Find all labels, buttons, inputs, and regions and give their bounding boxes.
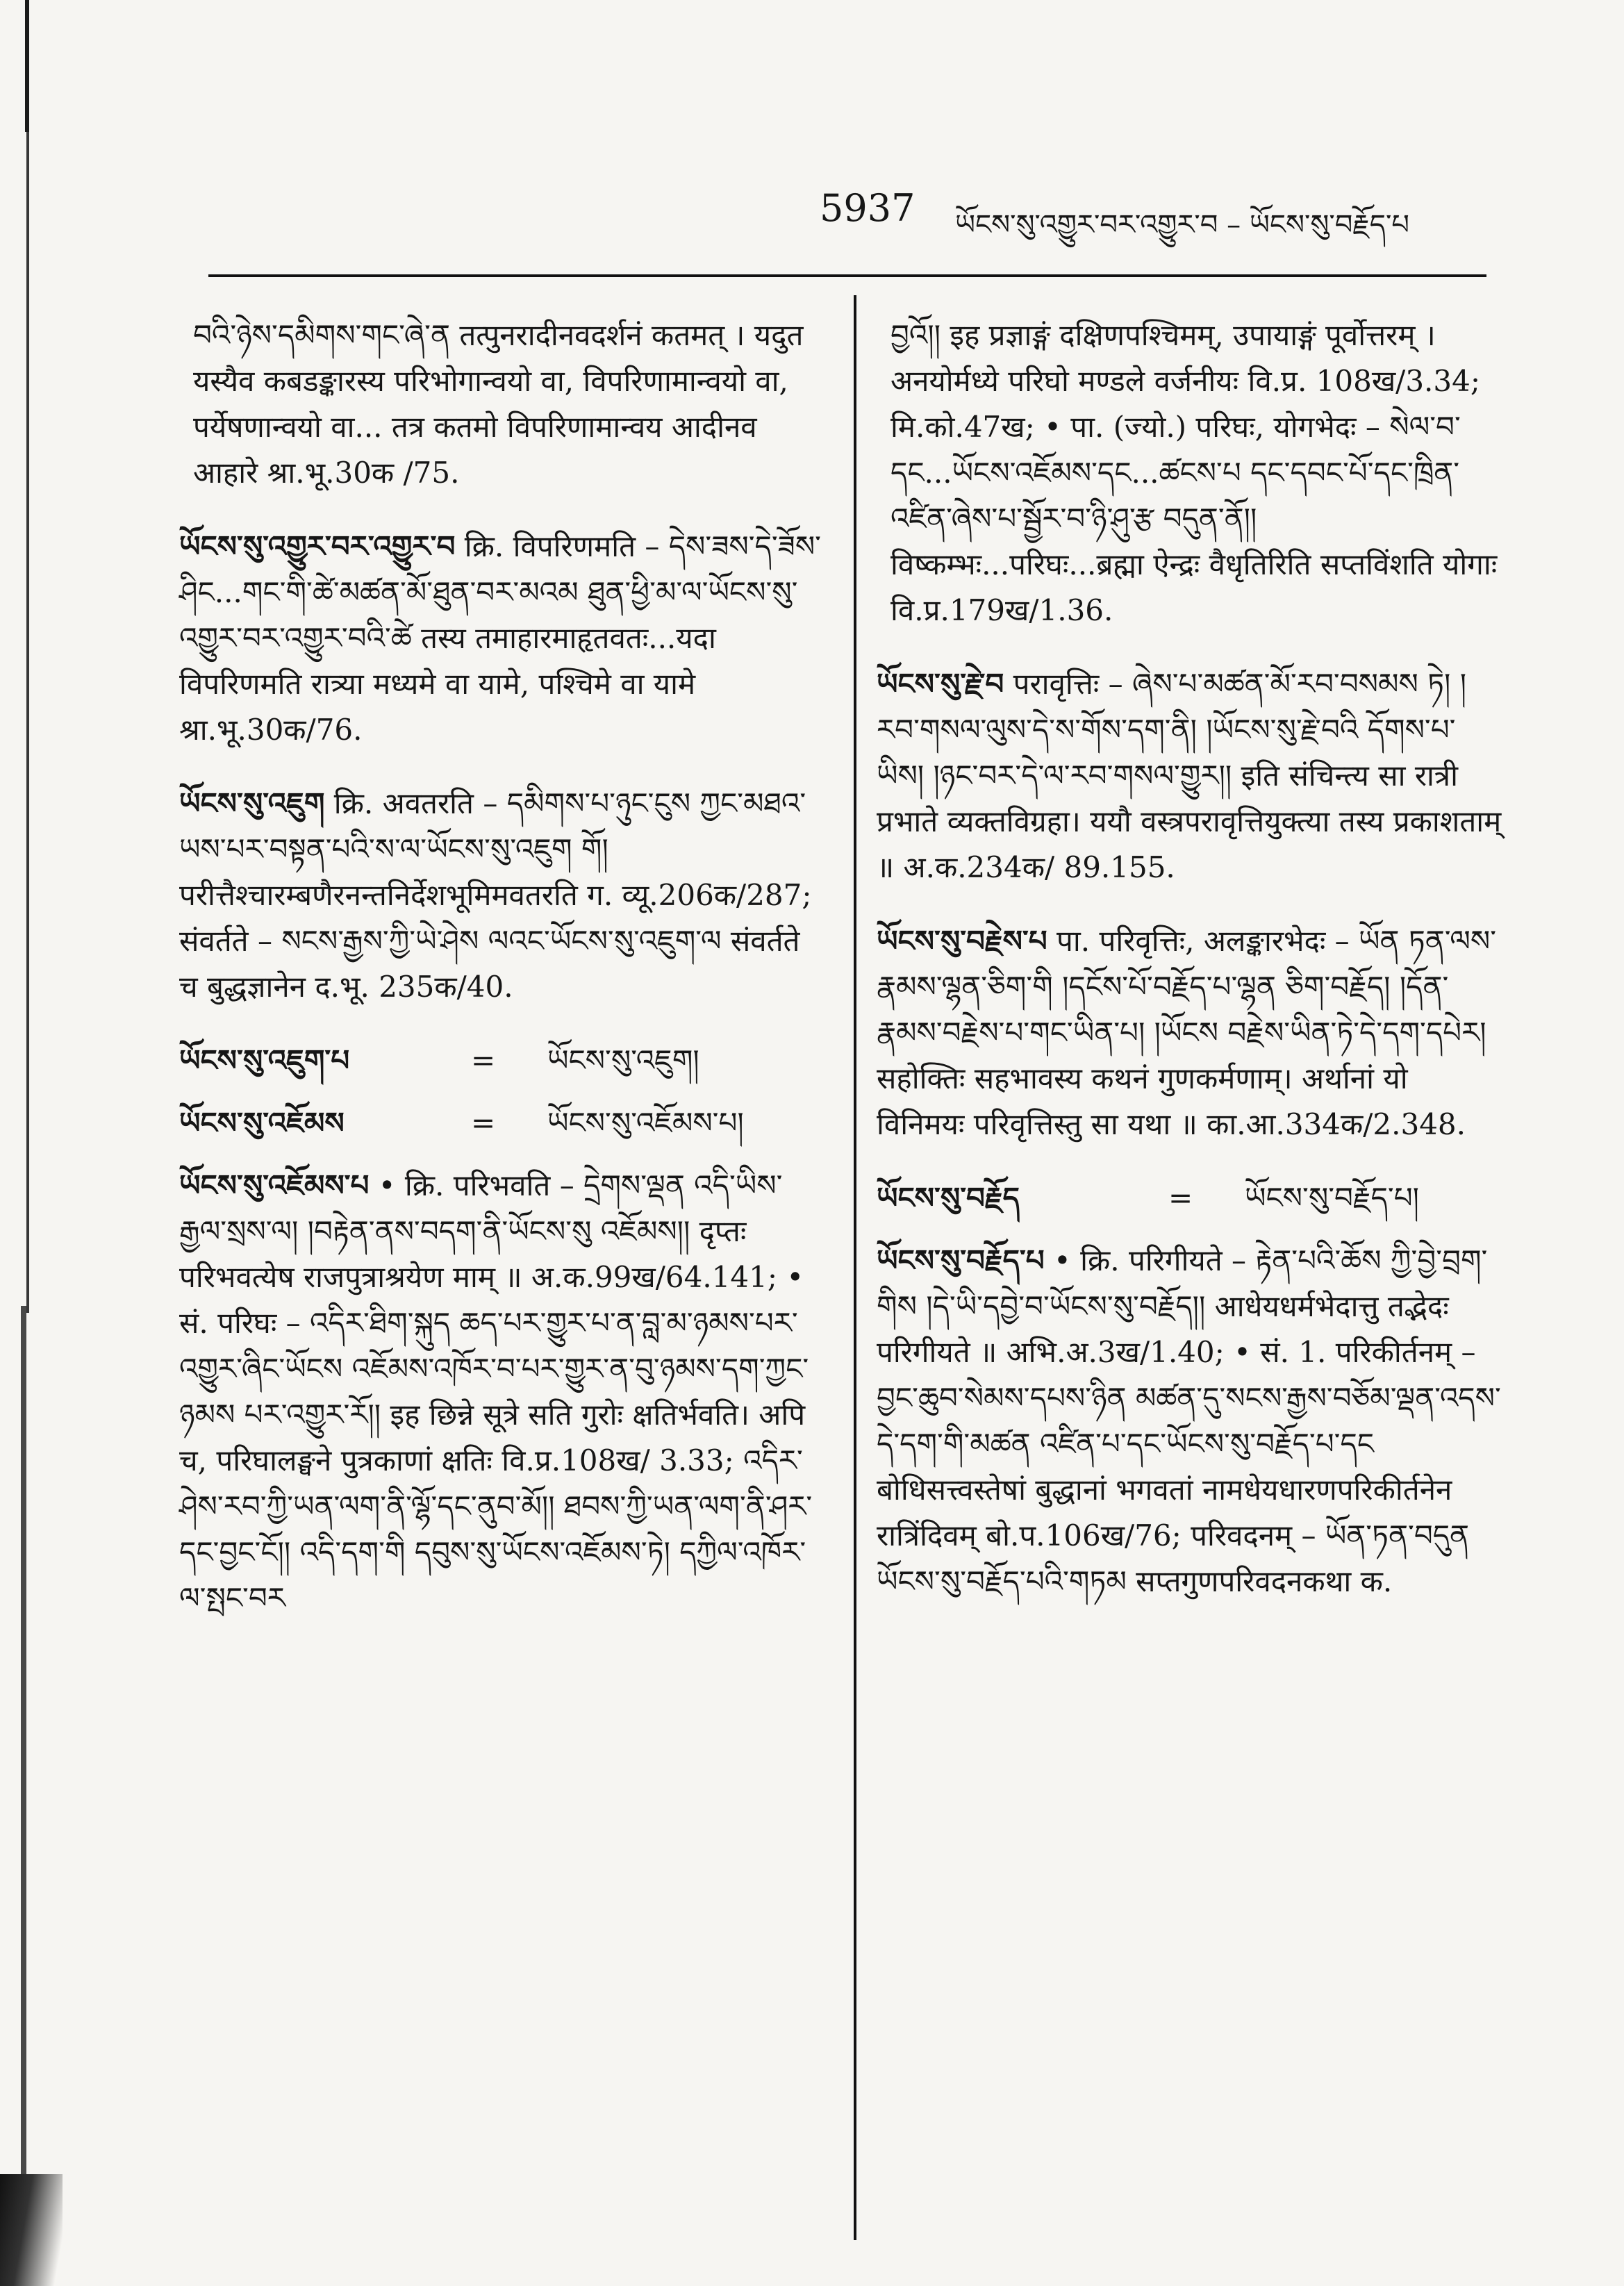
headword: ཡོངས་སུ་བརྗོད་པ [877,1243,1045,1277]
entry-body: पा. परिवृत्तिः, अलङ्कारभेदः – ཡོན ཏན་ལས་རྣམས་ལྷན་ཅིག་གི །དངོས་པོ་བརྗོད་པ་ལྷན ཅིག་བརྗོད། །དོན་རྣམས་བརྗེས་པ་གང་ཡིན་པ། །ཡོངས བརྗེས་ཡིན་ཏེ་དེ་དག་དཔེར། सहोक्तिः सहभावस्य कथनं गुणकर्मणाम्। अर्थानां यो विनिमयः परिवृत्तिस्तु सा यथा ॥ का.आ.334क/2.348. [877,924,1497,1141]
entry-body: • क्रि. परिभवति – དྲེགས་ལྡན འདི་ཡིས་རྒྱལ་སྲས་ལ། །བརྟེན་ནས་བདག་ནི་ཡོངས་སུ འཇོམས།། दृप्तः परिभवत्येष राजपुत्राश्रयेण माम् ॥ अ.क.99ख/64.141; • सं. परिघः – འདིར་ཐིག་སྐུད ཆད་པར་གྱུར་པ་ན་བླ་མ་ཉམས་པར་འགྱུར་ཞིང་ཡོངས འཇོམས་འཁོར་བ་པར་གྱུར་ན་བུ་ཉམས་དག་ཀྱང་ཉམས པར་འགྱུར་རོ།། इह छिन्ने सूत्रे सति गुरोः क्षतिर्भवति। अपि च, परिघालङ्घने पुत्रकाणां क्षतिः वि.प्र.108ख/ 3.33; འདིར་ཤེས་རབ་ཀྱི་ཡན་ལག་ནི་ལྷོ་དང་ནུབ་མོ།། ཐབས་ཀྱི་ཡན་ལག་ནི་ཤར་དང་བྱང་ངོ།། འདི་དག་གི དབུས་སུ་ཡོངས་འཇོམས་ཏེ། དཀྱིལ་འཁོར་ལ་སྤང་བར [179,1168,813,1615]
cross-reference [179,1038,825,1084]
entry-body: परावृत्तिः – ཞེས་པ་མཚན་མོ་རབ་བསམས ཏེ། །རབ་གསལ་ལུས་དེ་ས་གོས་དག་ནི། །ཡོངས་སུ་རྗེ་བའི དོགས་པ་ཡིས། །ཉང་བར་དེ་ལ་རབ་གསལ་གྱུར།། इति संचिन्त्य सा रात्री प्रभाते व्यक्तविग्रहा। ययौ वस्त्रपरावृत्तियुक्त्या तस्य प्रकाशताम् ॥ अ.क.234क/ 89.155. [877,667,1502,884]
headword: ཡོངས་སུ་འཇོམས [179,1106,345,1140]
page-number: 5937 [820,186,915,230]
entry-text [877,661,1502,891]
reference-target: ཡོངས་སུ་བརྗོད་པ། [1245,1181,1419,1215]
column-divider [854,295,856,2240]
entry-text [179,524,825,753]
entry-text [179,781,825,1010]
equals-sign: = [471,1043,496,1077]
binding-edge-mark [21,1306,26,2209]
right-column [877,313,1502,1632]
headword: ཡོངས་སུ་འཇུག་པ [179,1043,350,1077]
binding-edge-mark [25,0,29,132]
header-rule [208,274,1486,277]
headword: ཡོངས་སུ་འགྱུར་བར་འགྱུར་བ [179,529,456,563]
entry-body: • क्रि. परिगीयते – རྟེན་པའི་ཆོས ཀྱི་བྱེ་བྲག་གིས །དེ་ཡི་དབྱེ་བ་ཡོངས་སུ་བརྗོད།། आधेयधर्मभेदात्तु तद्भेदः परिगीयते ॥ अभि.अ.3ख/1.40; • सं. 1. परिकीर्तनम् – བྱང་ཆུབ་སེམས་དཔས་ཉིན མཚན་དུ་སངས་རྒྱས་བཅོམ་ལྡན་འདས་དེ་དག་གི་མཚན འཛིན་པ་དང་ཡོངས་སུ་བརྗོད་པ་དང बोधिसत्त्वस्तेषां बुद्धानां भगवतां नामधेयधारणपरिकीर्तनेन रात्रिंदिवम् बो.प.106ख/76; परिवदनम् – ཡོན་ཏན་བདུན ཡོངས་སུ་བརྗོད་པའི་གཏམ सप्तगुणपरिवदनकथा क. [877,1243,1501,1598]
scan-shadow [0,2174,63,2286]
cross-reference [877,1175,1502,1221]
continued-entry [877,313,1502,633]
entry-body: བའི་ཉེས་དམིགས་གང་ཞེ་ན तत्पुनरादीनवदर्शनं कतमत् । यदुत यस्यैव कबडङ्कारस्य परिभोगान्वयो वा, विपरिणामान्वयो वा, पर्येषणान्वयो वा... तत्र कतमो विपरिणामान्वय आदीनव आहारे श्रा.भू.30क /75. [193,318,804,490]
entry-body: क्रि. अवतरति – དམིགས་པ་ཉུང་ངུས ཀྱང་མཐའ་ཡས་པར་བསྟན་པའི་ས་ལ་ཡོངས་སུ་འཇུག གོ། परीत्तैश्चारम्बणैरनन्तनिर्देशभूमिमवतरति ग. व्यू.206क/287; संवर्तते – སངས་རྒྱས་ཀྱི་ཡེ་ཤེས ལའང་ཡོངས་སུ་འཇུག་ལ संवर्तते च बुद्धज्ञानेन द.भू. 235क/40. [179,786,812,1004]
entry-text [877,1238,1502,1605]
headword: ཡོངས་སུ་འཇོམས་པ [179,1168,370,1202]
reference-target: ཡོངས་སུ་འཇུག། [547,1043,699,1077]
headword: ཡོངས་སུ་བརྗོད [877,1181,1020,1215]
binding-edge-mark [26,132,29,1313]
entry-text [179,1163,825,1621]
dictionary-entry [877,661,1502,891]
headword: ཡོངས་སུ་འཇུག [179,786,325,820]
dictionary-entry [877,918,1502,1148]
cross-reference [179,1100,825,1146]
dictionary-entry [877,1238,1502,1605]
entry-body: བྱའོ།། इह प्रज्ञाङ्गं दक्षिणपश्चिमम्, उपायाङ्गं पूर्वोत्तरम् । अनयोर्मध्ये परिघो मण्डले वर्जनीयः वि.प्र. 108ख/3.34; मि.को.47ख; • पा. (ज्यो.) परिघः, योगभेदः – སེལ་བ་དང...ཡོངས་འཇོམས་དང...ཚངས་པ དང་དབང་པོ་དང་ཁྲིན་འཛིན་ཞེས་པ་སྦྱོར་བ་ཉི་ཤུ་རྩ བདུན་ནོ།། विष्कम्भः...परिघः...ब्रह्मा ऐन्द्रः वैधृतिरिति सप्तविंशति योगाः वि.प्र.179ख/1.36. [890,318,1498,627]
headword: ཡོངས་སུ་བརྗེས་པ [877,924,1047,958]
equals-sign: = [1168,1181,1193,1215]
reference-target: ཡོངས་སུ་འཇོམས་པ། [547,1106,744,1140]
headword: ཡོངས་སུ་རྗེ་བ [877,667,1004,701]
entry-text [877,918,1502,1148]
running-header: ཡོངས་སུ་འགྱུར་བར་འགྱུར་བ – ཡོངས་སུ་བརྗོད་པ [955,209,1409,241]
left-column [179,313,825,1649]
entry-body: क्रि. विपरिणमति – དེས་ཟས་དེ་ཟོས་ཤིང...གང་གི་ཚེ་མཚན་མོ་ཐུན་བར་མའམ ཐུན་ཕྱི་མ་ལ་ཡོངས་སུ་འགྱུར་བར་འགྱུར་བའི་ཚེ तस्य तमाहारमाहृतवतः...यदा विपरिणमति रात्र्या मध्यमे वा यामे, पश्चिमे वा यामे श्रा.भू.30क/76. [179,529,821,747]
continued-entry [179,313,825,496]
dictionary-entry [179,1163,825,1621]
equals-sign: = [471,1106,496,1140]
dictionary-entry [179,781,825,1010]
dictionary-entry [179,524,825,753]
